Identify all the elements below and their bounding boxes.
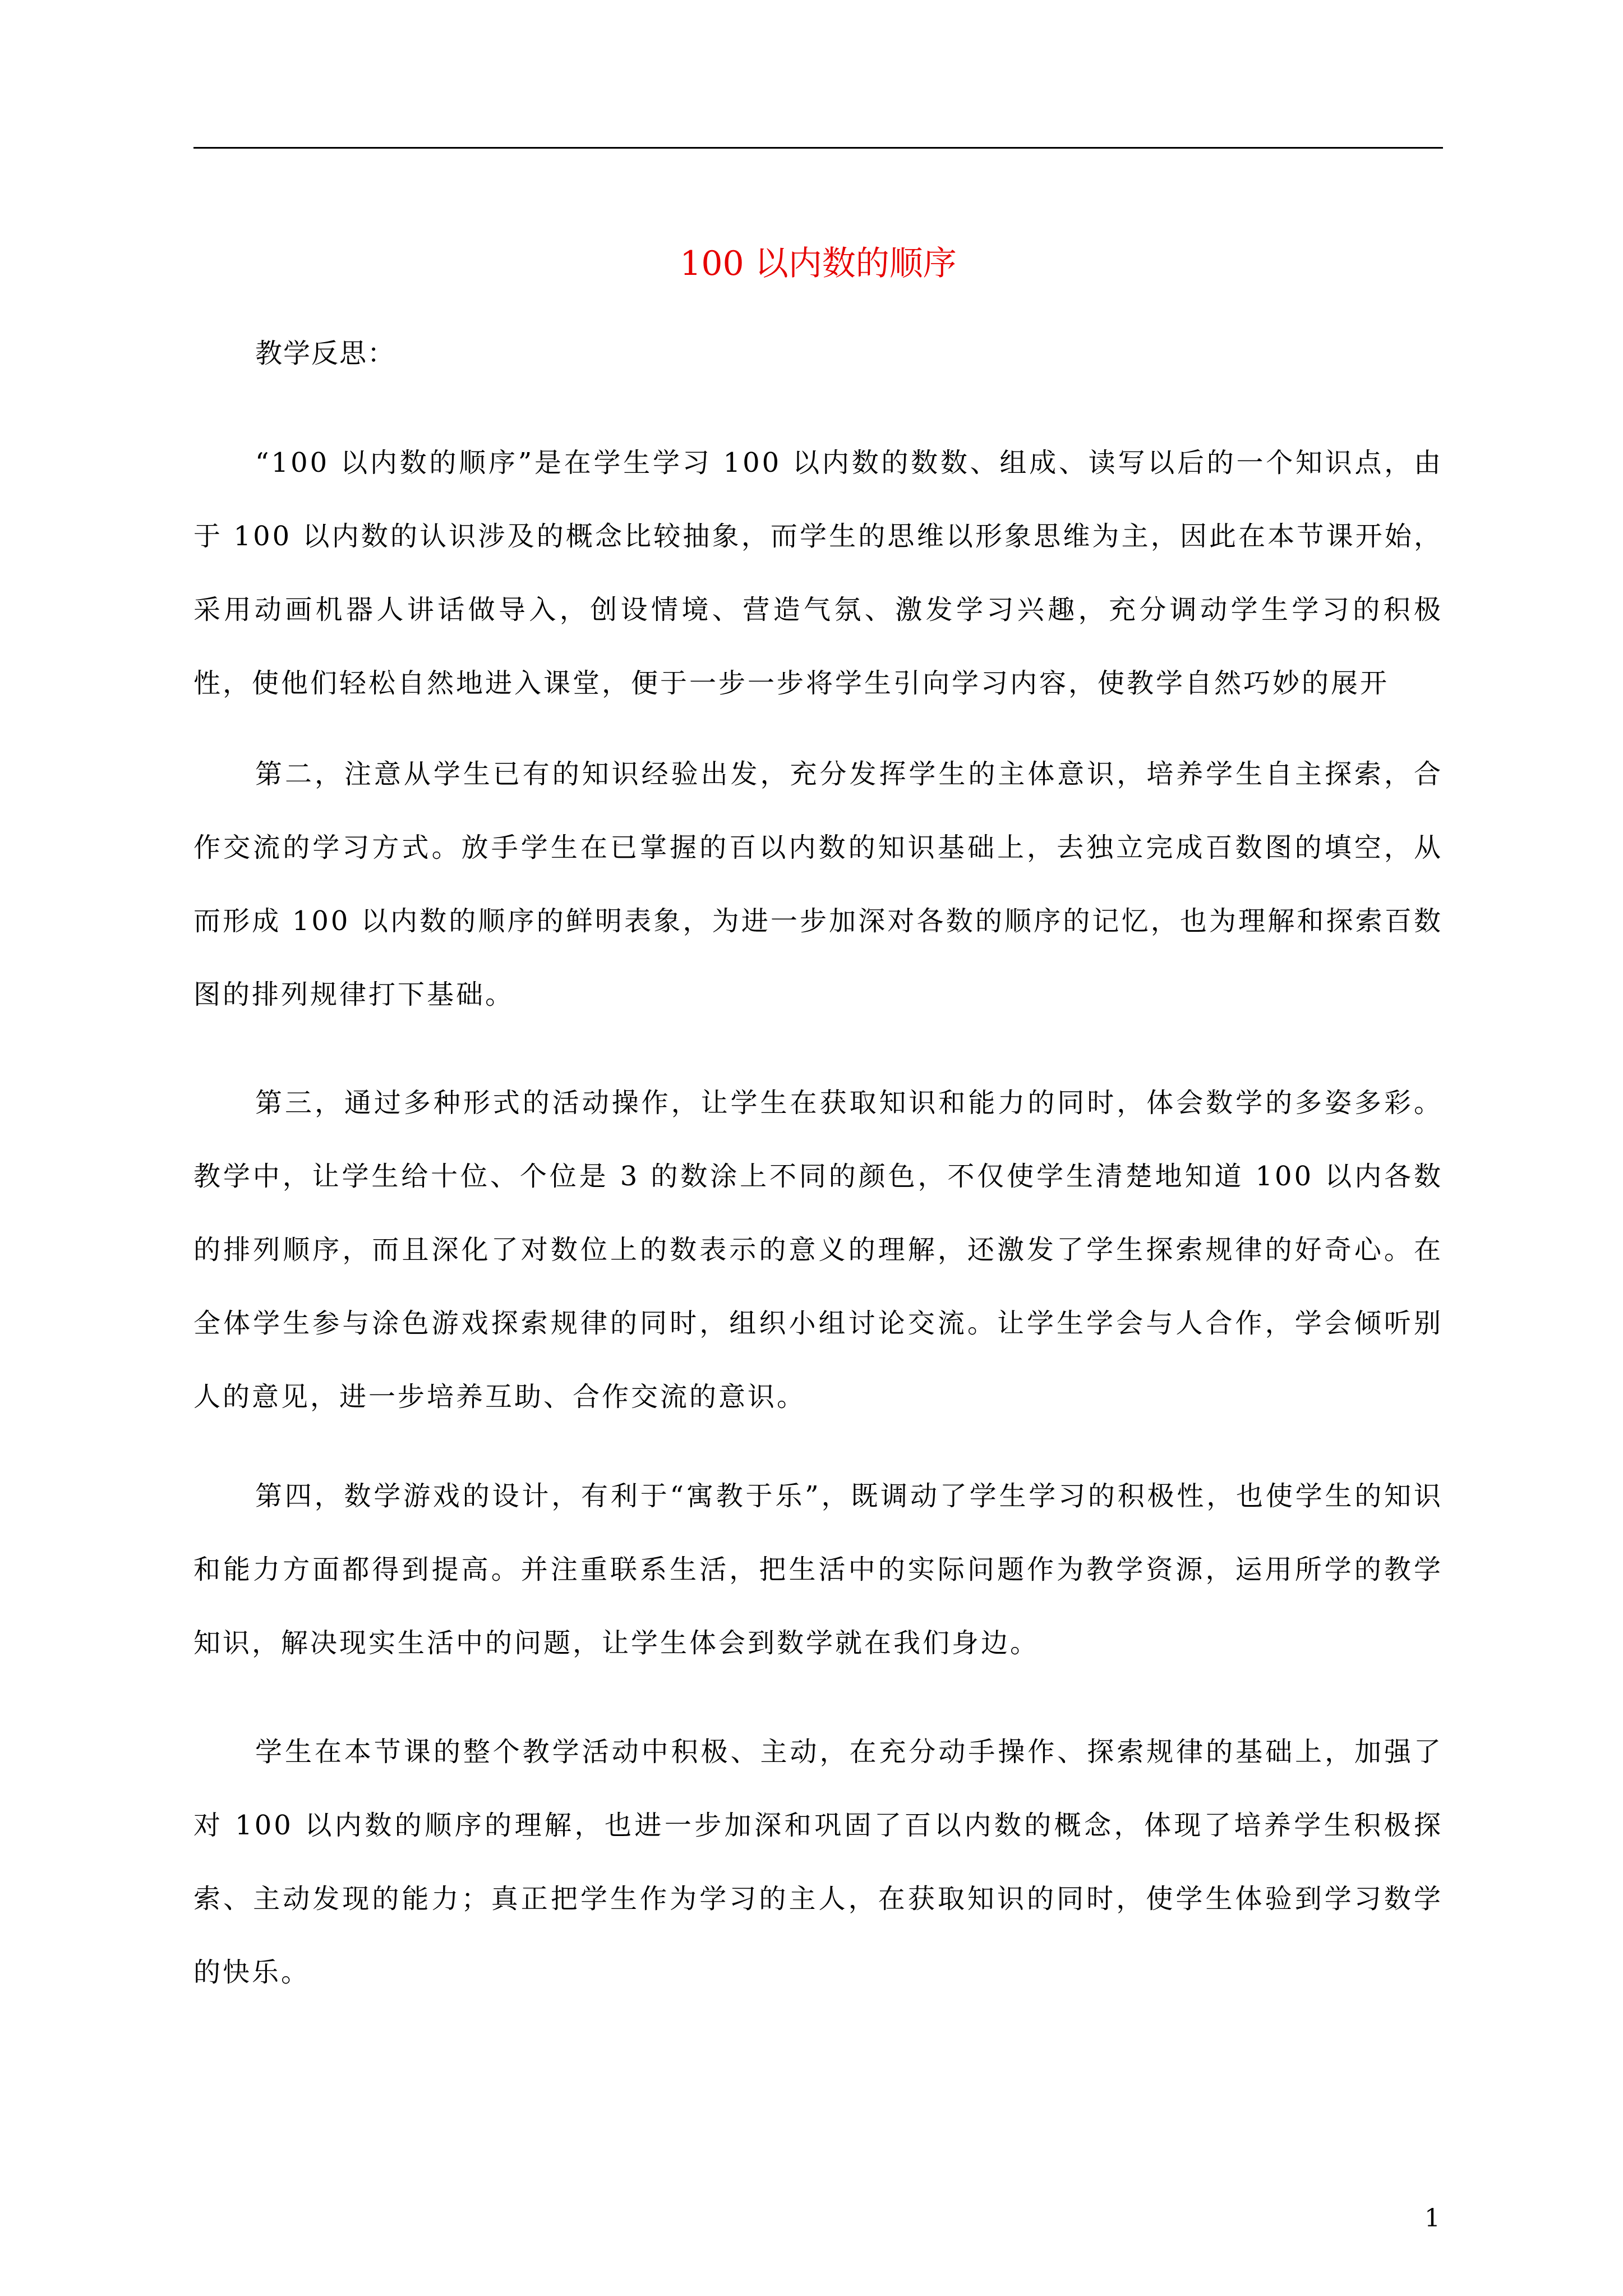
header-rule — [193, 147, 1443, 149]
paragraph-second: 第二，注意从学生已有的知识经验出发，充分发挥学生的主体意识，培养学生自主探索，合作交流的学习方式。放手学生在已掌握的百以内数的知识基础上，去独立完成百数图的填空，从而形成 100 以内数的顺序的鲜明表象，为进一步加深对各数的顺序的记忆，也为理解和探索百数图的排列规律打下基础。 — [193, 758, 1443, 1010]
paragraph-intro: “100 以内数的顺序”是在学生学习 100 以内数的数数、组成、读写以后的一个知识点，由于 100 以内数的认识涉及的概念比较抽象，而学生的思维以形象思维为主，因此在本节课开始，采用动画机器人讲话做导入，创设情境、营造气氛、激发学习兴趣，充分调动学生学习的积极性，使他们轻松自然地进入课堂，便于一步一步将学生引向学习内容，使教学自然巧妙的展开 — [193, 447, 1443, 699]
document-title: 100 以内数的顺序 — [680, 244, 957, 283]
page-number: 1 — [1424, 2204, 1440, 2233]
paragraph-third: 第三，通过多种形式的活动操作，让学生在获取知识和能力的同时，体会数学的多姿多彩。教学中，让学生给十位、个位是 3 的数涂上不同的颜色，不仅使学生清楚地知道 100 以内各数的排列顺序，而且深化了对数位上的数表示的意义的理解，还激发了学生探索规律的好奇心。在全体学生参与涂色游戏探索规律的同时，组织小组讨论交流。让学生学会与人合作，学会倾听别人的意见，进一步培养互助、合作交流的意识。 — [193, 1087, 1443, 1412]
paragraph-conclusion: 学生在本节课的整个教学活动中积极、主动，在充分动手操作、探索规律的基础上，加强了对 100 以内数的顺序的理解，也进一步加深和巩固了百以内数的概念，体现了培养学生积极探索、主动发现的能力；真正把学生作为学习的主人，在获取知识的同时，使学生体验到学习数学的快乐。 — [193, 1736, 1443, 1988]
paragraph-fourth: 第四，数学游戏的设计，有利于“寓教于乐”，既调动了学生学习的积极性，也使学生的知识和能力方面都得到提高。并注重联系生活，把生活中的实际问题作为教学资源，运用所学的教学知识，解决现实生活中的问题，让学生体会到数学就在我们身边。 — [193, 1480, 1443, 1659]
section-label: 教学反思： — [255, 338, 396, 369]
